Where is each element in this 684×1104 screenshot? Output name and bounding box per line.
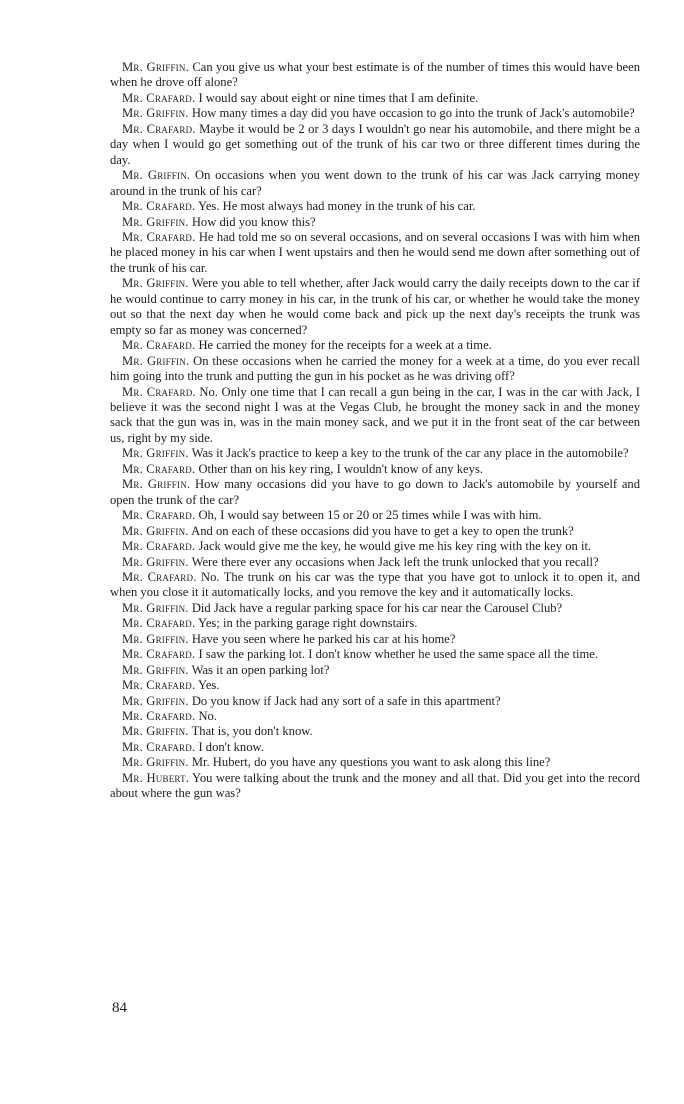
transcript-paragraph xyxy=(110,385,640,447)
page-number: 84 xyxy=(112,1000,127,1016)
testimony-text: Maybe it would be 2 or 3 days I wouldn't go near his automobile, and there might be a day when I would go get something out of the trunk of his car two or three different times during the day. xyxy=(110,121,640,167)
transcript-paragraph xyxy=(110,755,640,770)
testimony-text: Do you know if Jack had any sort of a safe in this apartment? xyxy=(191,693,501,708)
speaker-name: Mr. Griffin. xyxy=(122,523,189,538)
transcript-paragraph xyxy=(110,462,640,477)
transcript-paragraph xyxy=(110,199,640,214)
testimony-text: Yes. xyxy=(197,678,220,693)
testimony-text: Mr. Hubert, do you have any questions you want to ask along this line? xyxy=(191,755,551,770)
testimony-text: That is, you don't know. xyxy=(191,724,313,739)
speaker-name: Mr. Hubert. xyxy=(122,770,190,785)
transcript-paragraph xyxy=(110,354,640,385)
testimony-text: I don't know. xyxy=(198,739,264,754)
speaker-name: Mr. Crafard. xyxy=(122,90,196,105)
transcript-body xyxy=(110,60,640,802)
transcript-paragraph xyxy=(110,446,640,461)
testimony-text: No. Only one time that I can recall a gun being in the car, I was in the car with Jack, I believe it was the second night I was at the Vegas Club, he brought the money sack in and the money sack that the gun was in, was in the main money sack, and we put it in the front seat of the car between us, right by my side. xyxy=(110,384,640,445)
testimony-text: Was it an open parking lot? xyxy=(191,662,330,677)
testimony-text: Oh, I would say between 15 or 20 or 25 times while I was with him. xyxy=(198,508,542,523)
transcript-paragraph xyxy=(110,276,640,338)
transcript-paragraph xyxy=(110,555,640,570)
speaker-name: Mr. Crafard. xyxy=(122,569,197,584)
testimony-text: I would say about eight or nine times that I am definite. xyxy=(198,90,479,105)
testimony-text: He carried the money for the receipts for a week at a time. xyxy=(198,338,492,353)
speaker-name: Mr. Griffin. xyxy=(122,662,189,677)
transcript-paragraph xyxy=(110,477,640,508)
transcript-paragraph xyxy=(110,91,640,106)
transcript-paragraph xyxy=(110,215,640,230)
testimony-text: He had told me so on several occasions, and on several occasions I was with him when he placed money in his car when I went upstairs and then he would send me down after something out of the trunk of his car. xyxy=(110,229,641,275)
speaker-name: Mr. Griffin. xyxy=(122,60,189,74)
testimony-text: How many times a day did you have occasion to go into the trunk of Jack's automobile? xyxy=(191,106,635,121)
testimony-text: Can you give us what your best estimate is of the number of times this would have been when he drove off alone? xyxy=(110,60,640,90)
testimony-text: Other than on his key ring, I wouldn't know of any keys. xyxy=(198,461,483,476)
testimony-text: Yes. He most always had money in the trunk of his car. xyxy=(197,199,476,214)
testimony-text: Were there ever any occasions when Jack left the trunk unlocked that you recall? xyxy=(191,554,599,569)
speaker-name: Mr. Griffin. xyxy=(122,276,189,291)
speaker-name: Mr. Crafard. xyxy=(122,616,196,631)
speaker-name: Mr. Crafard. xyxy=(122,678,196,693)
testimony-text: How did you know this? xyxy=(191,214,316,229)
testimony-text: On occasions when you went down to the trunk of his car was Jack carrying money around in the trunk of his car? xyxy=(110,168,640,198)
speaker-name: Mr. Crafard. xyxy=(122,229,196,244)
speaker-name: Mr. Crafard. xyxy=(122,739,196,754)
speaker-name: Mr. Crafard. xyxy=(122,121,196,136)
speaker-name: Mr. Griffin. xyxy=(122,446,189,461)
testimony-text: I saw the parking lot. I don't know whether he used the same space all the time. xyxy=(198,647,599,662)
speaker-name: Mr. Crafard. xyxy=(122,199,196,214)
testimony-text: How many occasions did you have to go down to Jack's automobile by yourself and open the trunk of the car? xyxy=(110,477,640,507)
speaker-name: Mr. Crafard. xyxy=(122,338,196,353)
speaker-name: Mr. Griffin. xyxy=(122,724,189,739)
speaker-name: Mr. Crafard. xyxy=(122,461,196,476)
speaker-name: Mr. Griffin. xyxy=(122,477,191,492)
transcript-paragraph xyxy=(110,647,640,662)
testimony-text: No. The trunk on his car was the type that you have got to unlock it to open it, and when you close it it automatically locks, and you remove the key and it automatically locks. xyxy=(110,569,640,600)
testimony-text: Have you seen where he parked his car at his home? xyxy=(191,631,456,646)
speaker-name: Mr. Griffin. xyxy=(122,106,189,121)
transcript-paragraph xyxy=(110,524,640,539)
transcript-paragraph xyxy=(110,678,640,693)
speaker-name: Mr. Crafard. xyxy=(122,647,196,662)
speaker-name: Mr. Griffin. xyxy=(122,693,189,708)
transcript-paragraph xyxy=(110,694,640,709)
speaker-name: Mr. Griffin. xyxy=(122,353,190,368)
testimony-text: Did Jack have a regular parking space for his car near the Carousel Club? xyxy=(191,600,563,615)
testimony-text: Was it Jack's practice to keep a key to the trunk of the car any place in the automobile? xyxy=(191,446,629,461)
speaker-name: Mr. Crafard. xyxy=(122,709,196,724)
speaker-name: Mr. Crafard. xyxy=(122,539,196,554)
transcript-paragraph xyxy=(110,60,640,91)
speaker-name: Mr. Griffin. xyxy=(122,631,189,646)
testimony-text: Yes; in the parking garage right downstairs. xyxy=(197,616,418,631)
transcript-paragraph xyxy=(110,740,640,755)
testimony-text: You were talking about the trunk and the money and all that. Did you get into the record about where the gun was? xyxy=(110,770,640,801)
transcript-paragraph xyxy=(110,508,640,523)
testimony-text: No. xyxy=(198,709,217,724)
speaker-name: Mr. Griffin. xyxy=(122,600,189,615)
transcript-paragraph xyxy=(110,106,640,121)
transcript-paragraph xyxy=(110,616,640,631)
transcript-paragraph xyxy=(110,771,640,802)
speaker-name: Mr. Crafard. xyxy=(122,384,196,399)
transcript-paragraph xyxy=(110,122,640,168)
transcript-paragraph xyxy=(110,632,640,647)
transcript-paragraph xyxy=(110,539,640,554)
testimony-text: Were you able to tell whether, after Jack would carry the daily receipts down to the car if he would continue to carry money in his car, in the trunk of his car, or whether he would take the money out so that the next day when he would come back and pick up the next day's receipts the trunk was empty so far as money was concerned? xyxy=(110,276,641,337)
transcript-paragraph xyxy=(110,709,640,724)
speaker-name: Mr. Crafard. xyxy=(122,508,196,523)
speaker-name: Mr. Griffin. xyxy=(122,214,189,229)
speaker-name: Mr. Griffin. xyxy=(122,554,189,569)
speaker-name: Mr. Griffin. xyxy=(122,755,189,770)
transcript-paragraph xyxy=(110,724,640,739)
transcript-paragraph xyxy=(110,230,640,276)
transcript-paragraph xyxy=(110,663,640,678)
speaker-name: Mr. Griffin. xyxy=(122,168,191,183)
transcript-paragraph xyxy=(110,168,640,199)
testimony-text: And on each of these occasions did you have to get a key to open the trunk? xyxy=(191,523,574,538)
testimony-text: Jack would give me the key, he would give me his key ring with the key on it. xyxy=(198,539,592,554)
testimony-text: On these occasions when he carried the money for a week at a time, do you ever recall him going into the trunk and putting the gun in his pocket as he was driving off? xyxy=(110,353,640,384)
transcript-paragraph xyxy=(110,338,640,353)
transcript-paragraph xyxy=(110,601,640,616)
transcript-paragraph xyxy=(110,570,640,601)
